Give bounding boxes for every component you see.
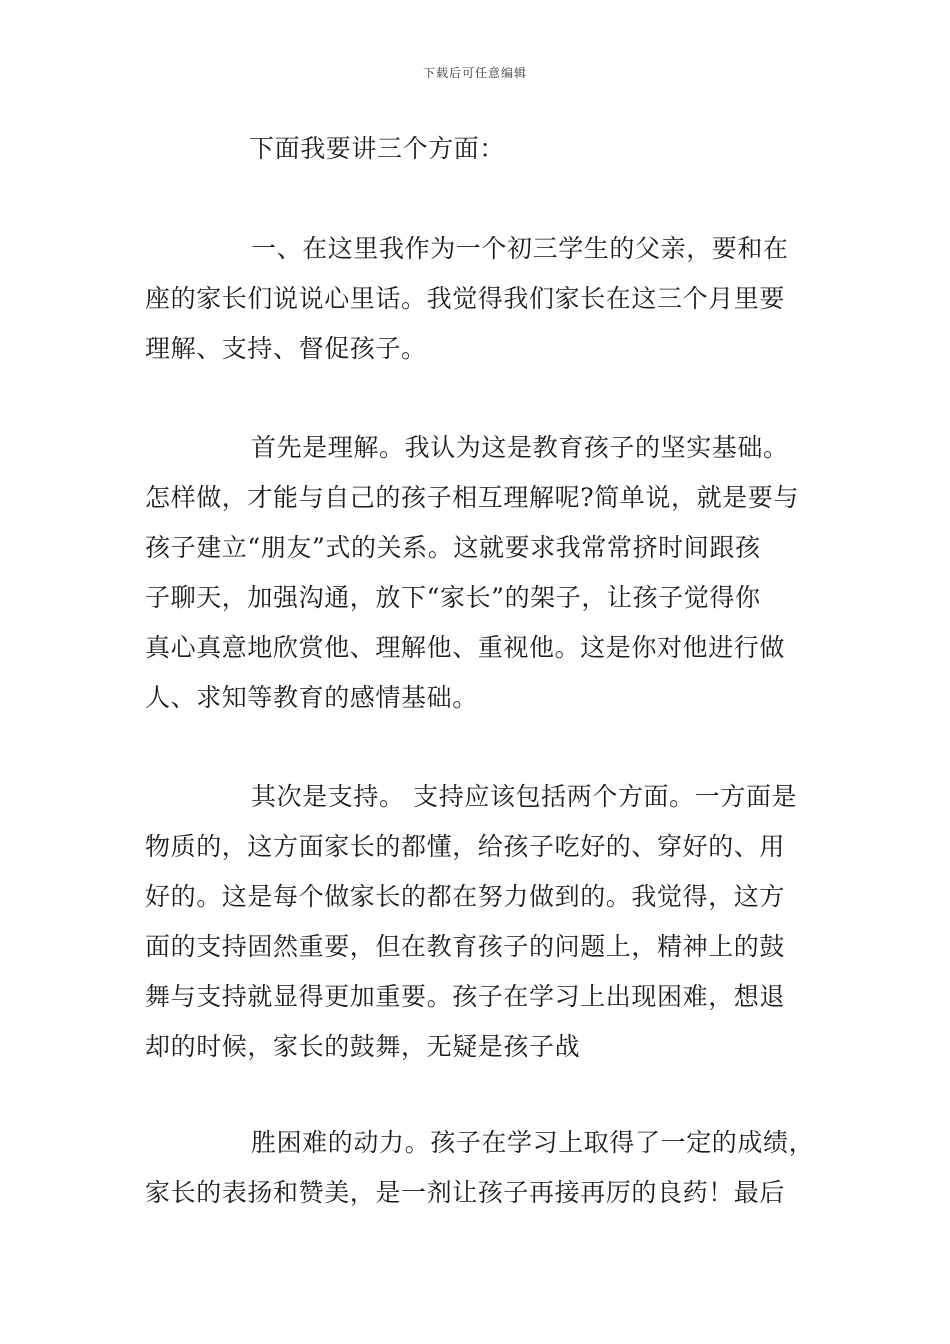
- text-line: 舞与支持就显得更加重要。孩子在学习上出现困难，想退: [145, 982, 786, 1011]
- text-line: 却的时候，家长的鼓舞，无疑是孩子战: [145, 1032, 581, 1061]
- text-line: 人、求知等教育的感情基础。: [145, 683, 478, 712]
- text-line: 下面我要讲三个方面：: [249, 134, 506, 163]
- text-line: 孩子建立“朋友”式的关系。这就要求我常常挤时间跟孩: [145, 533, 761, 562]
- paragraph-understanding: [145, 423, 815, 723]
- paragraph-continuation: [145, 1118, 815, 1218]
- paragraph-intro: [145, 124, 815, 174]
- text-line: 子聊天，加强沟通，放下“家长”的架子，让孩子觉得你: [145, 583, 761, 612]
- text-line: 家长的表扬和赞美，是一剂让孩子再接再厉的良药！最后: [145, 1178, 786, 1207]
- text-line: 怎样做，才能与自己的孩子相互理解呢?简单说，就是要与: [145, 483, 800, 512]
- text-line: 座的家长们说说心里话。我觉得我们家长在这三个月里要: [145, 284, 786, 313]
- text-line: 一、在这里我作为一个初三学生的父亲，要和在: [251, 234, 789, 263]
- text-line: 好的。这是每个做家长的都在努力做到的。我觉得，这方: [145, 882, 786, 911]
- page-header: 下载后可任意编辑: [422, 66, 527, 80]
- text-line: 真心真意地欣赏他、理解他、重视他。这是你对他进行做: [145, 633, 786, 662]
- text-line: 其次是支持。 支持应该包括两个方面。一方面是: [251, 782, 798, 811]
- text-line: 首先是理解。我认为这是教育孩子的坚实基础。: [251, 433, 789, 462]
- paragraph-support: [145, 772, 815, 1072]
- text-line: 物质的，这方面家长的都懂，给孩子吃好的、穿好的、用: [145, 832, 786, 861]
- text-line: 胜困难的动力。孩子在学习上取得了一定的成绩，: [251, 1128, 815, 1157]
- text-line: 理解、支持、督促孩子。: [145, 334, 427, 363]
- paragraph-point-one: [145, 224, 815, 374]
- text-line: 面的支持固然重要，但在教育孩子的问题上，精神上的鼓: [145, 932, 786, 961]
